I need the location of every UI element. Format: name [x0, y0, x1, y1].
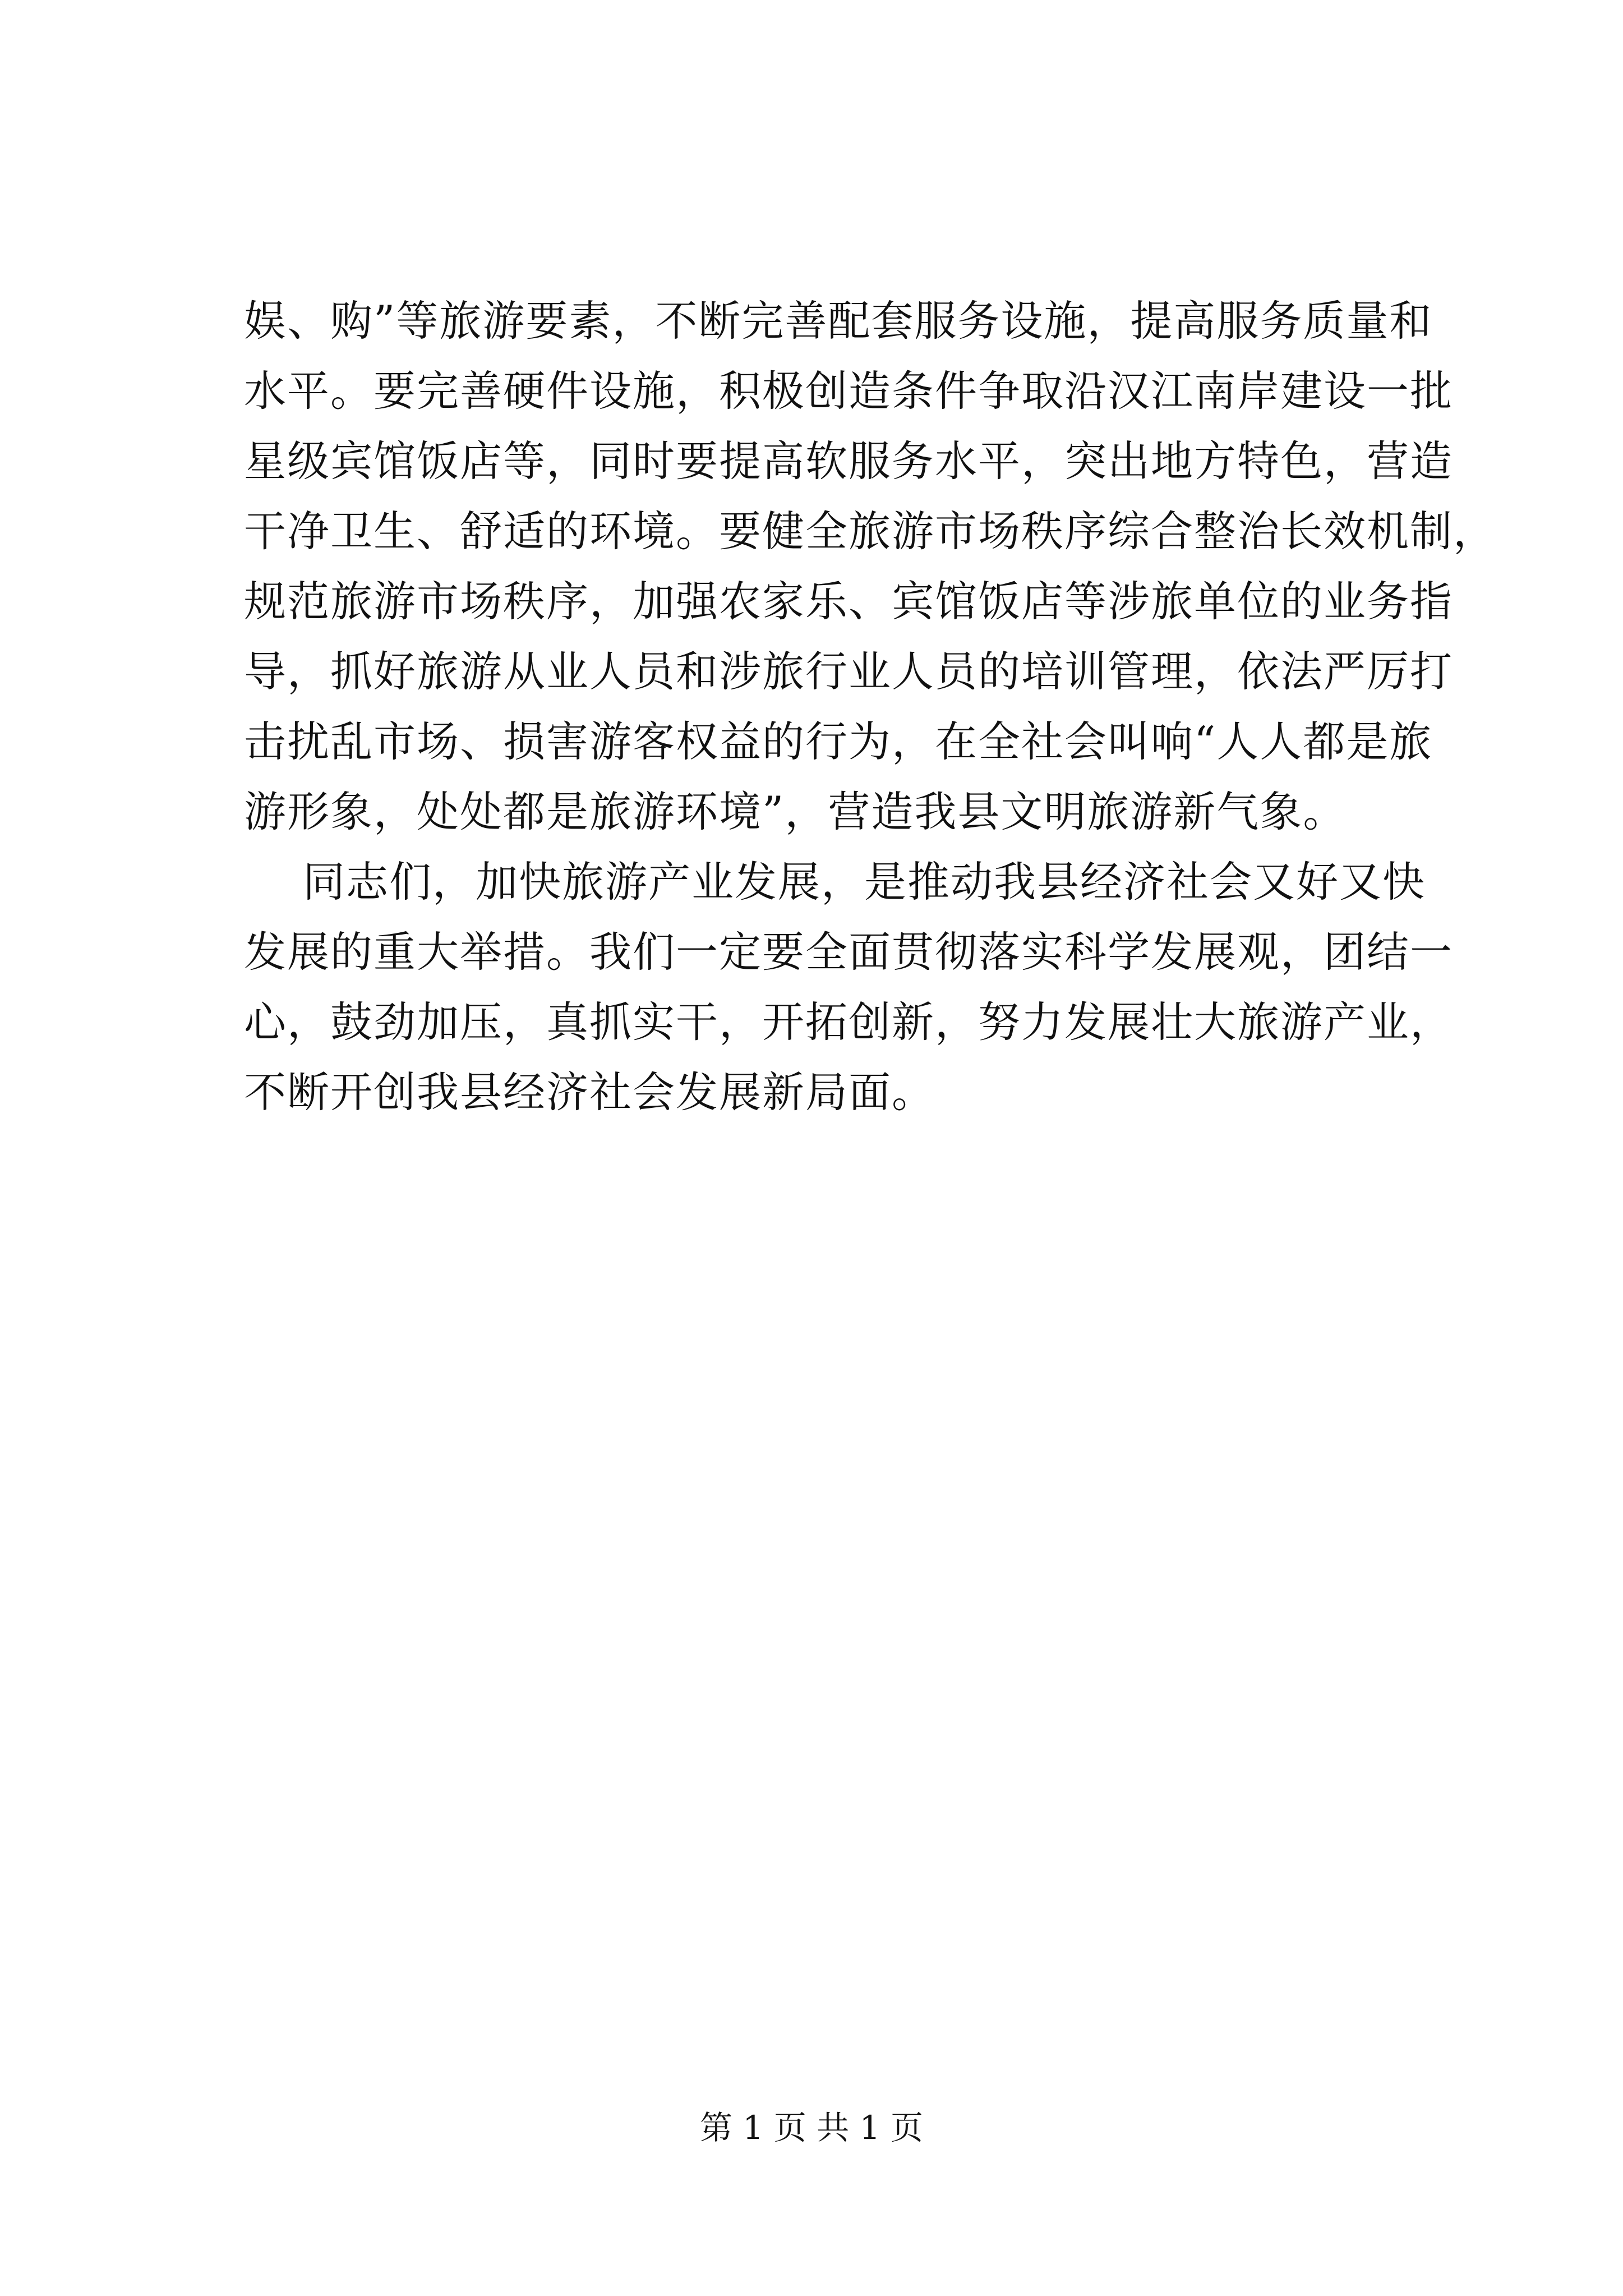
paragraph-line: 不断开创我县经济社会发展新局面。: [244, 1068, 935, 1117]
paragraph-line: 娱、购”等旅游要素，不断完善配套服务设施，提高服务质量和: [244, 296, 1433, 346]
paragraph-line: 规范旅游市场秩序，加强农家乐、宾馆饭店等涉旅单位的业务指: [244, 577, 1454, 626]
page-footer: 第 1 页 共 1 页: [700, 2109, 923, 2147]
paragraph-line: 星级宾馆饭店等，同时要提高软服务水平，突出地方特色，营造: [244, 436, 1454, 486]
paragraph-line: 水平。要完善硬件设施，积极创造条件争取沿汉江南岸建设一批: [244, 366, 1454, 416]
paragraph-line: 干净卫生、舒适的环境。要健全旅游市场秩序综合整治长效机制，: [244, 507, 1497, 556]
paragraph-line: 发展的重大举措。我们一定要全面贯彻落实科学发展观，团结一: [244, 927, 1454, 977]
paragraph-line: 击扰乱市场、损害游客权益的行为，在全社会叫响“人人都是旅: [244, 717, 1433, 766]
paragraph-line: 同志们，加快旅游产业发展，是推动我县经济社会又好又快: [303, 857, 1426, 907]
paragraph-line: 心，鼓劲加压，真抓实干，开拓创新，努力发展壮大旅游产业，: [244, 997, 1454, 1047]
paragraph-line: 游形象，处处都是旅游环境”，营造我县文明旅游新气象。: [244, 787, 1347, 836]
paragraph-line: 导，抓好旅游从业人员和涉旅行业人员的培训管理，依法严厉打: [244, 647, 1454, 696]
